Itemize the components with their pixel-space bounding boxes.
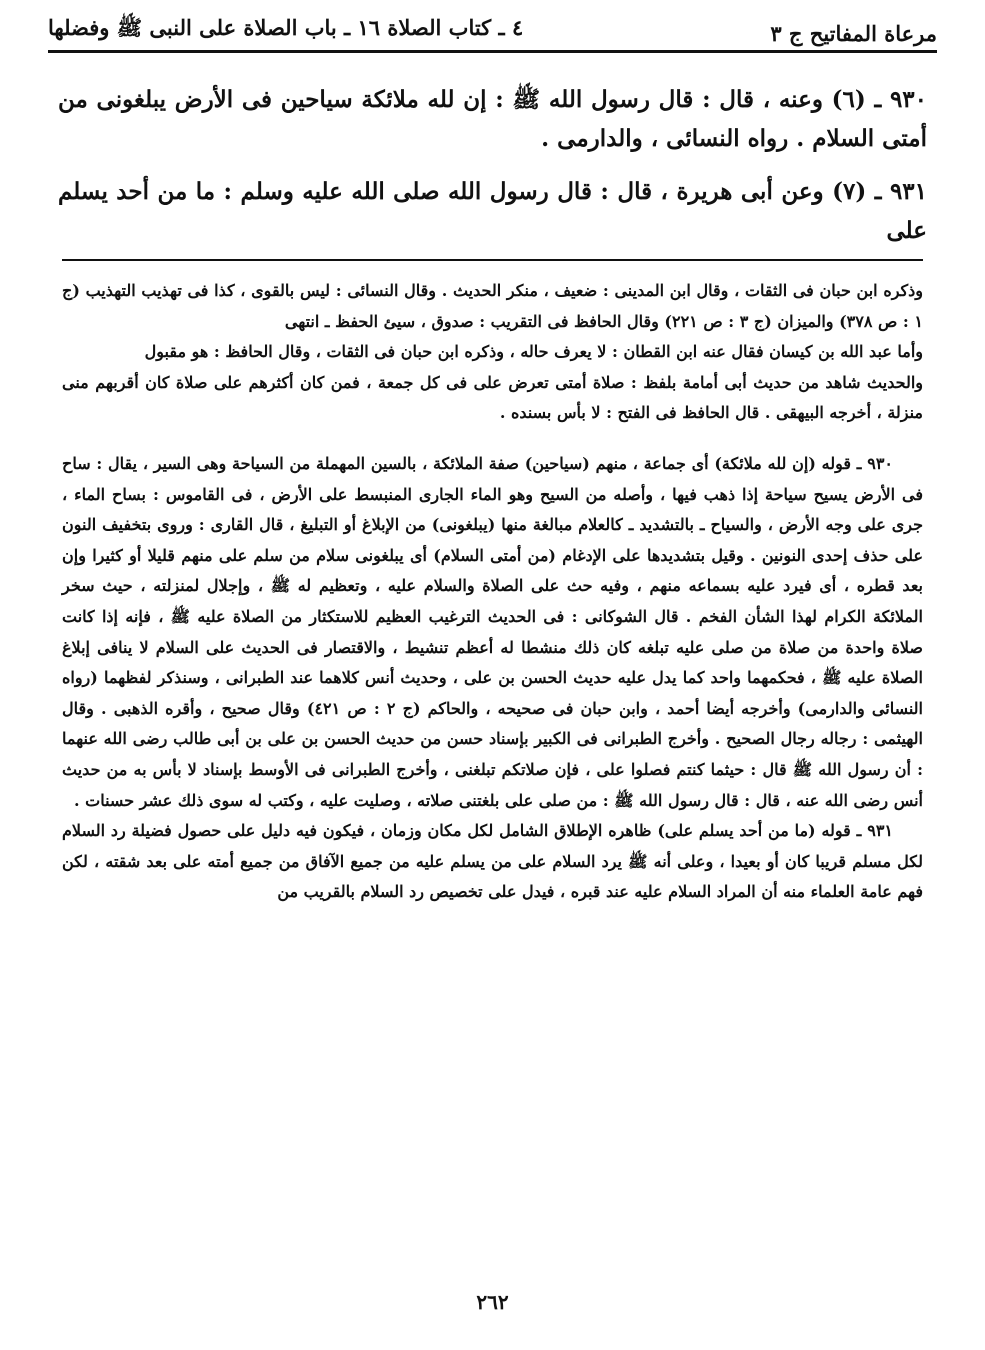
- commentary-paragraph-1: وذكره ابن حبان فى الثقات ، وقال ابن المدينى : ضعيف ، منكر الحديث . وقال النسائى : ليس بالقوى ، كذا فى تهذيب التهذيب (ج ١ : ص ٣٧٨) والميزان (ج ٣ : ص ٢٢١) وقال الحافظ فى التقريب : صدوق ، سيئ الحفظ ـ انتهى: [62, 281, 923, 331]
- page-number: ٢٦٢: [476, 1290, 509, 1314]
- header-rule: [48, 50, 937, 57]
- hadith-931: ٩٣١ ـ (٧) وعن أبى هريرة ، قال : قال رسول الله صلى الله عليه وسلم : ما من أحد يسلم على: [58, 178, 927, 244]
- commentary-paragraph-3: والحديث شاهد من حديث أبى أمامة بلفظ : صلاة أمتى تعرض على فى كل جمعة ، فمن كان أكثرهم على صلاة كان أقربهم منى منزلة ، أخرجه البيهقى . قال الحافظ فى الفتح : لا بأس بسنده .: [62, 372, 923, 423]
- header-book-title: مرعاة المفاتيح ج ٣: [770, 21, 937, 46]
- commentary-930: ٩٣٠ ـ قوله (إن لله ملائكة) أى جماعة ، منهم (سياحين) صفة الملائكة ، بالسين المهملة من السياحة وهى السير ، يقال : ساح فى الأرض يسيح سياحة إذا ذهب فيها ، وأصله من السيح وهو الماء الجارى المنبسط على الأرض ، فى القاموس : بساح الماء ، جرى على وجه الأرض ، والسياح ـ بالتشديد ـ كالعلام مبالغة منها (يبلغونى) من الإبلاغ أو التبليغ ، قال القارى : وروى بتخفيف النون على حذف إحدى النونين . وقيل بتشديدها على الإدغام (من أمتى السلام) أى يبلغونى سلام من سلم على منهم قليلا أو كثيرا وإن بعد قطره ، أى فيرد عليه بسماعه منهم ، وفيه حث على الصلاة والسلام عليه ، وتعظيم له ﷺ ، وإجلال لمنزلته ، حيث سخر الملائكة الكرام لهذا الشأن الفخم . قال الشوكانى : فى الحديث الترغيب العظيم للاستكثار من الصلاة عليه ﷺ ، فإنه إذا كانت صلاة واحدة من صلاة من صلى عليه تبلغه كان ذلك منشطا له أعظم تنشيط ، والاقتصار فى الحديث على السلام لا ينافى إبلاغ الصلاة عليه ﷺ ، فحكمهما واحد كما يدل عليه حديث الحسن بن على ، وحديث أنس كلاهما عند الطبرانى ، وسنذكر لفظهما (رواه النسائى والدارمى) وأخرجه أيضا أحمد ، وابن حبان فى صحيحه ، والحاكم (ج ٢ : ص ٤٢١) وقال صحيح ، وأقره الذهبى . وقال الهيثمى : رجاله رجال الصحيح . وأخرج الطبرانى فى الكبير بإسناد حسن من حديث الحسن بن على بن أبى طالب رضى الله عنهما : أن رسول الله ﷺ قال : حيثما كنتم فصلوا على ، فإن صلاتكم تبلغنى ، وأخرج الطبرانى فى الأوسط بإسناد لا بأس به من حديث أنس رضى الله عنه ، قال : قال رسول الله ﷺ : من صلى على بلغتنى صلاته ، وصليت عليه ، وكتب له سوى ذلك عشر حسنات .: [62, 453, 924, 810]
- commentary: [62, 276, 923, 908]
- header-chapter-title: ٤ ـ كتاب الصلاة ١٦ ـ باب الصلاة على النبى ﷺ وفضلها: [48, 15, 524, 40]
- footnote-separator: [62, 259, 923, 261]
- paragraph-gap: [62, 429, 923, 449]
- commentary-paragraph-2: وأما عبد الله بن كيسان فقال عنه ابن القطان : لا يعرف حاله ، وذكره ابن حبان فى الثقات ، وقال الحافظ : هو مقبول: [144, 342, 923, 362]
- main-hadith-text: [58, 80, 927, 264]
- commentary-931: ٩٣١ ـ قوله (ما من أحد يسلم على) ظاهره الإطلاق الشامل لكل مكان وزمان ، فيكون فيه دليل على حصول فضيلة رد السلام لكل مسلم قريبا كان أو بعيدا ، وعلى أنه ﷺ يرد السلام على من يسلم عليه من جميع الآفاق من جميع أمته على بعد شقته ، لكن فهم عامة العلماء منه أن المراد السلام عليه عند قبره ، فيدل على تخصيص رد السلام بالقريب من: [62, 821, 923, 902]
- running-header: [48, 10, 937, 46]
- hadith-930: ٩٣٠ ـ (٦) وعنه ، قال : قال رسول الله ﷺ : إن لله ملائكة سياحين فى الأرض يبلغونى من أمتى السلام . رواه النسائى ، والدارمى .: [58, 86, 927, 152]
